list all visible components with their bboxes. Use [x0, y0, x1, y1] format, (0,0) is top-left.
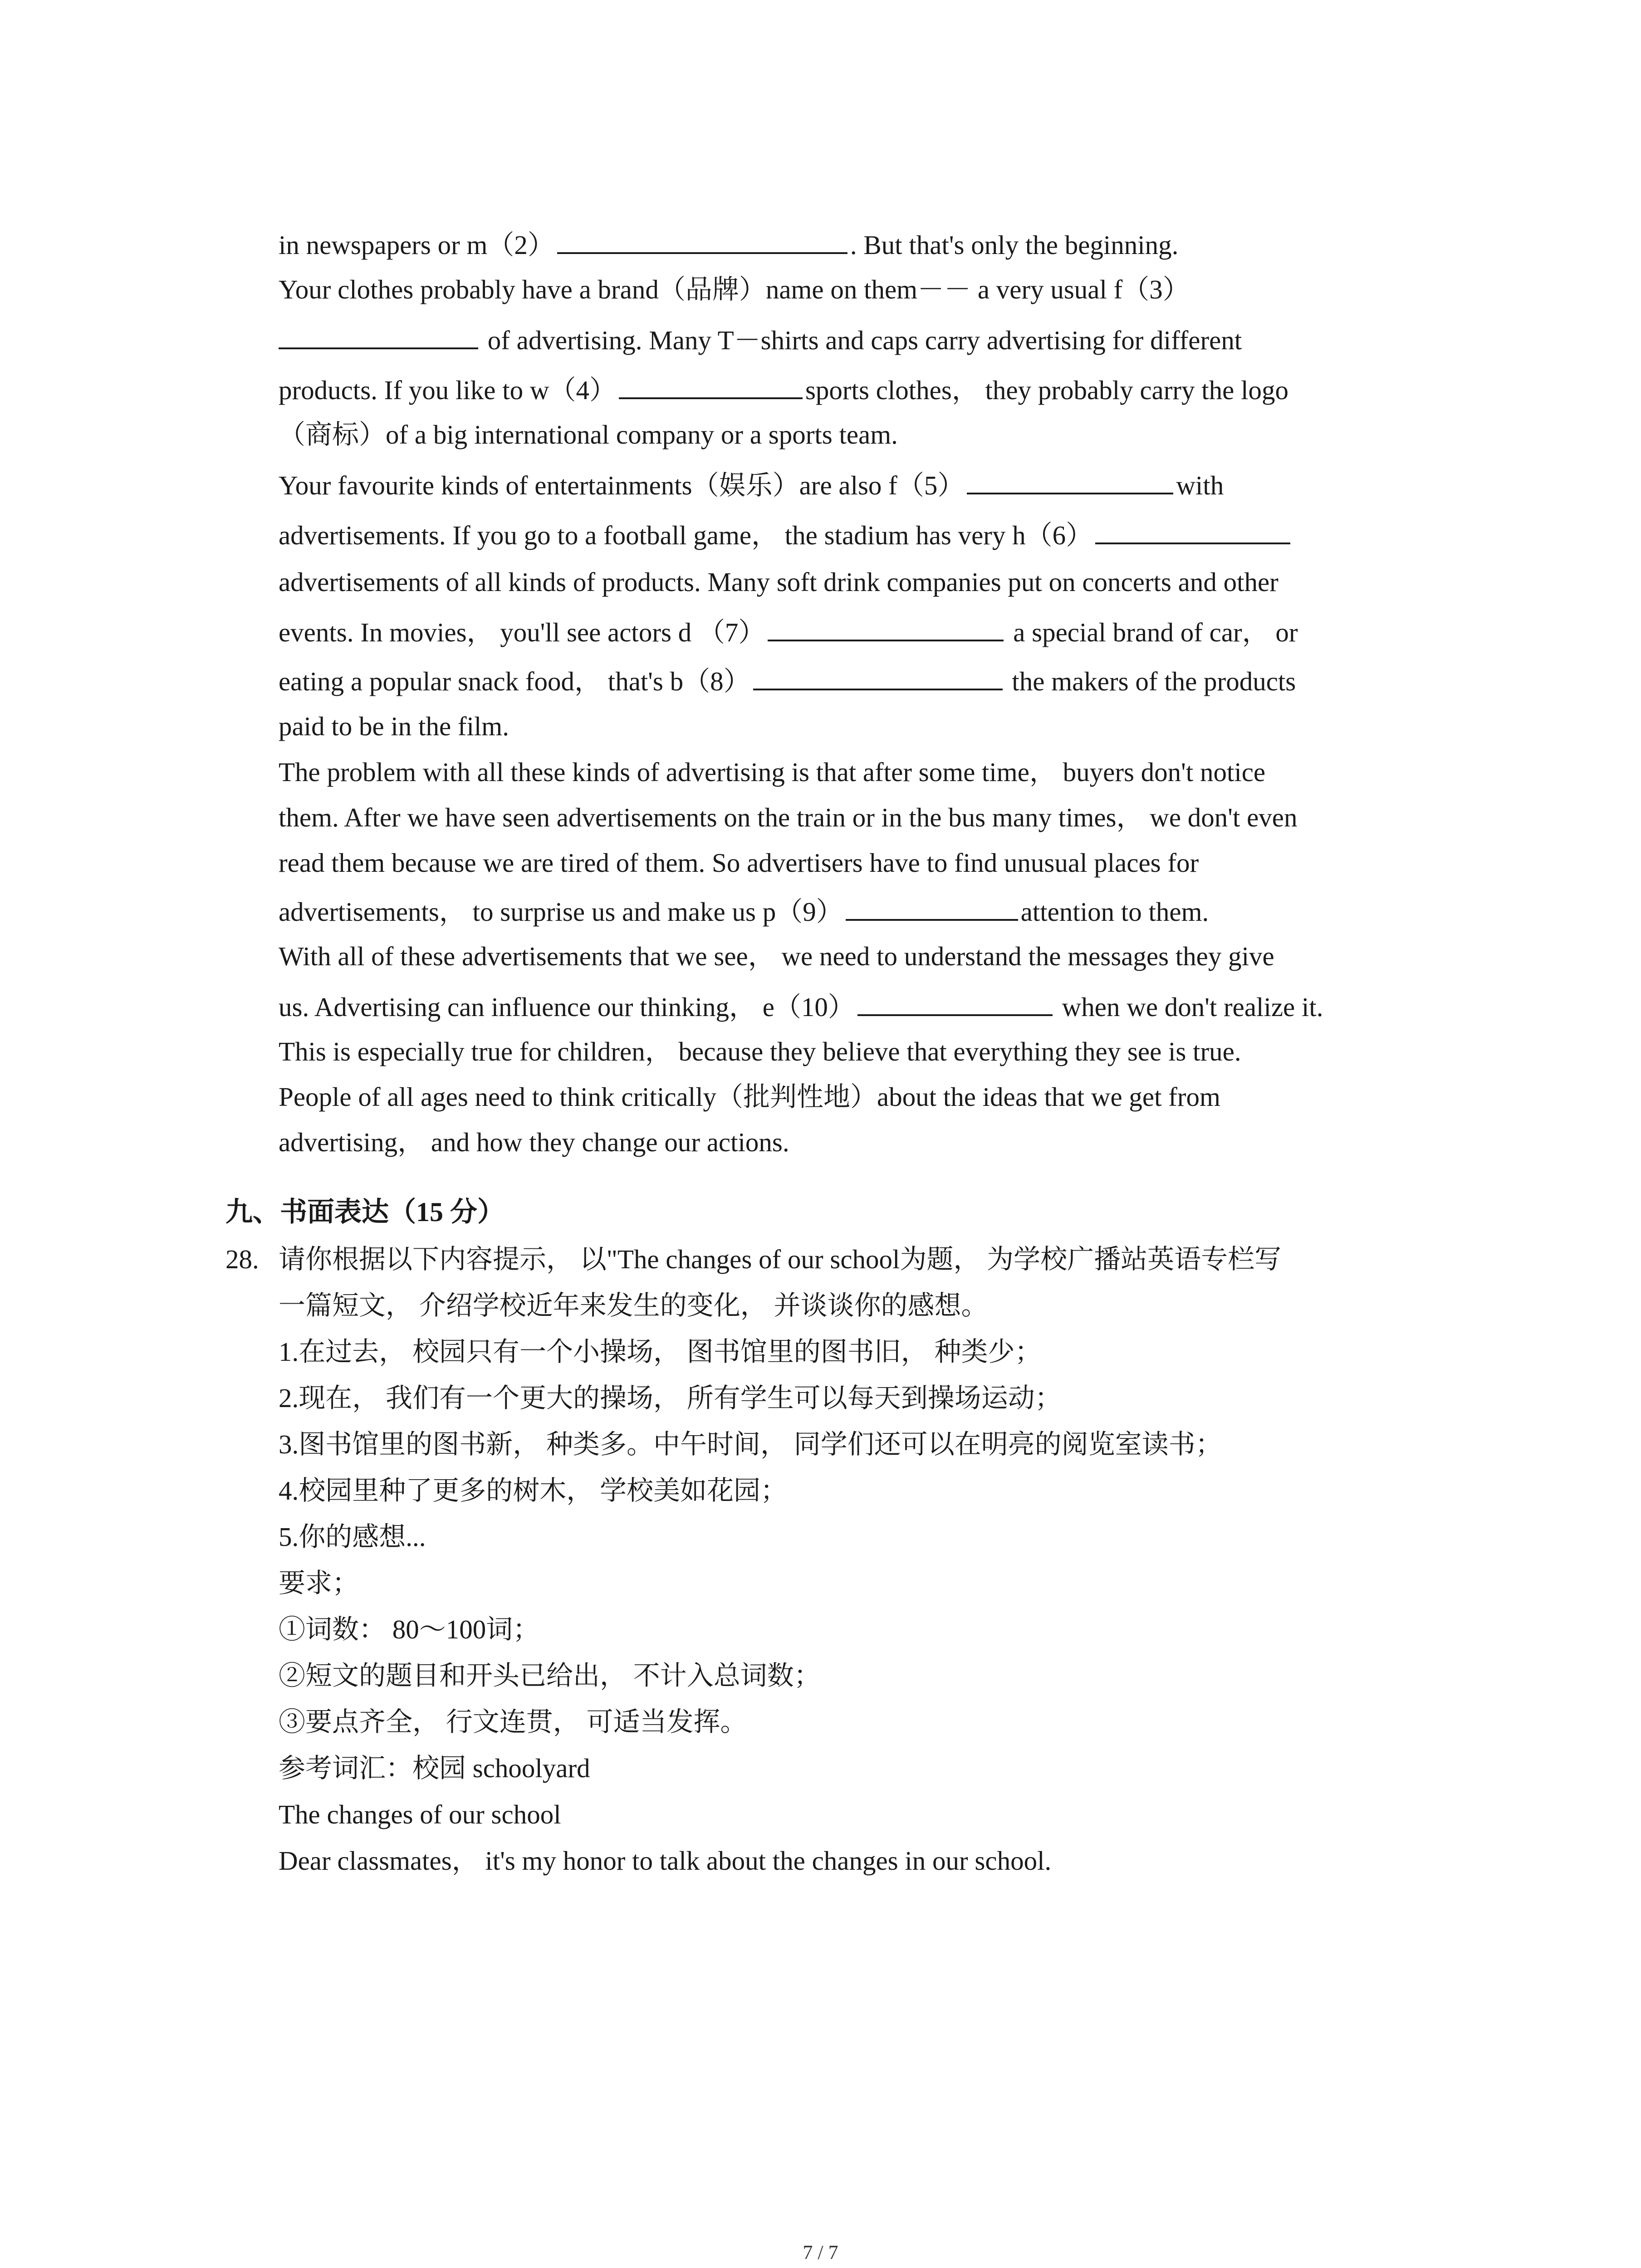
- passage-text: attention to them.: [1020, 897, 1209, 927]
- passage-text: sports clothes， they probably carry the logo: [805, 375, 1288, 405]
- passage-line: them. After we have seen advertisements on the train or in the bus many times， we don't even: [279, 802, 1298, 832]
- passage-text: a special brand of car， or: [1006, 617, 1298, 647]
- passage-text: when we don't realize it.: [1055, 992, 1323, 1022]
- question-prompt: 请你根据以下内容提示， 以"The changes of our school为题， 为学校广播站英语专栏写: [279, 1244, 1282, 1274]
- passage-line: People of all ages need to think critically（批判性地）about the ideas that we get from: [279, 1082, 1220, 1112]
- passage-text: with: [1176, 470, 1224, 500]
- answer-blank-10[interactable]: [857, 988, 1053, 1016]
- answer-blank-8[interactable]: [753, 662, 1003, 690]
- requirement-item: ②短文的题目和开头已给出， 不计入总词数；: [279, 1661, 821, 1691]
- passage-line: [279, 613, 1298, 650]
- page-number: 7 / 7: [803, 2241, 838, 2263]
- passage-text: events. In movies， you'll see actors d （7）: [279, 617, 765, 647]
- section-title: 九、书面表达（15 分）: [225, 1197, 505, 1227]
- question-number: 28.: [225, 1244, 259, 1274]
- passage-line: With all of these advertisements that we see， we need to understand the messages they give: [279, 941, 1274, 971]
- content-point: 1.在过去， 校园只有一个小操场， 图书馆里的图书旧， 种类少；: [279, 1337, 1042, 1367]
- question-prompt: 一篇短文， 介绍学校近年来发生的变化， 并谈谈你的感想。: [279, 1290, 988, 1320]
- essay-opening: Dear classmates， it's my honor to talk about the changes in our school.: [279, 1846, 1052, 1876]
- answer-blank-6[interactable]: [1095, 516, 1290, 544]
- passage-line: [279, 988, 1323, 1025]
- passage-line: [279, 371, 1288, 408]
- passage-line: paid to be in the film.: [279, 711, 509, 741]
- requirement-item: ①词数： 80～100词；: [279, 1614, 540, 1644]
- answer-blank-9[interactable]: [846, 893, 1018, 921]
- passage-line: [279, 226, 1178, 263]
- passage-line: [279, 466, 1224, 503]
- passage-text: products. If you like to w（4）: [279, 375, 616, 405]
- passage-line: [279, 893, 1209, 930]
- answer-blank-3[interactable]: [279, 321, 478, 349]
- passage-line: The problem with all these kinds of advertising is that after some time， buyers don't notice: [279, 757, 1266, 787]
- passage-text: Your favourite kinds of entertainments（娱乐）are also f（5）: [279, 470, 965, 500]
- passage-line: （商标）of a big international company or a sports team.: [279, 420, 898, 450]
- passage-text: . But that's only the beginning.: [850, 230, 1179, 260]
- passage-text: of advertising. Many T－shirts and caps carry advertising for different: [481, 325, 1242, 355]
- answer-blank-5[interactable]: [967, 466, 1173, 494]
- passage-text: advertisements， to surprise us and make us p（9）: [279, 897, 843, 927]
- passage-text: in newspapers or m（2）: [279, 230, 554, 260]
- content-point: 5.你的感想...: [279, 1522, 426, 1552]
- content-point: 4.校园里种了更多的树木， 学校美如花园；: [279, 1476, 788, 1505]
- answer-blank-7[interactable]: [768, 613, 1004, 641]
- passage-line: advertisements of all kinds of products. Many soft drink companies put on concerts and other: [279, 567, 1279, 597]
- reference-vocab: 参考词汇：校园 schoolyard: [279, 1753, 590, 1783]
- essay-title: The changes of our school: [279, 1799, 561, 1829]
- passage-text: advertisements. If you go to a football game， the stadium has very h（6）: [279, 520, 1093, 550]
- answer-blank-2[interactable]: [557, 226, 847, 254]
- passage-line: [279, 321, 1242, 358]
- passage-line: read them because we are tired of them. So advertisers have to find unusual places for: [279, 848, 1199, 878]
- passage-line: [279, 516, 1293, 553]
- requirement-item: ③要点齐全， 行文连贯， 可适当发挥。: [279, 1707, 747, 1737]
- passage-line: This is especially true for children， because they believe that everything they see is true.: [279, 1036, 1241, 1066]
- content-point: 3.图书馆里的图书新， 种类多。中午时间， 同学们还可以在明亮的阅览室读书；: [279, 1429, 1222, 1459]
- requirements-title: 要求；: [279, 1568, 359, 1598]
- passage-text: eating a popular snack food， that's b（8）: [279, 666, 750, 696]
- passage-line: [279, 662, 1296, 699]
- answer-blank-4[interactable]: [619, 371, 803, 399]
- passage-text: us. Advertising can influence our thinking， e（10）: [279, 992, 855, 1022]
- passage-text: the makers of the products: [1005, 666, 1296, 696]
- content-point: 2.现在， 我们有一个更大的操场， 所有学生可以每天到操场运动；: [279, 1383, 1062, 1413]
- passage-line: Your clothes probably have a brand（品牌）name on them－－ a very usual f（3）: [279, 274, 1190, 304]
- passage-line: advertising， and how they change our actions.: [279, 1127, 789, 1157]
